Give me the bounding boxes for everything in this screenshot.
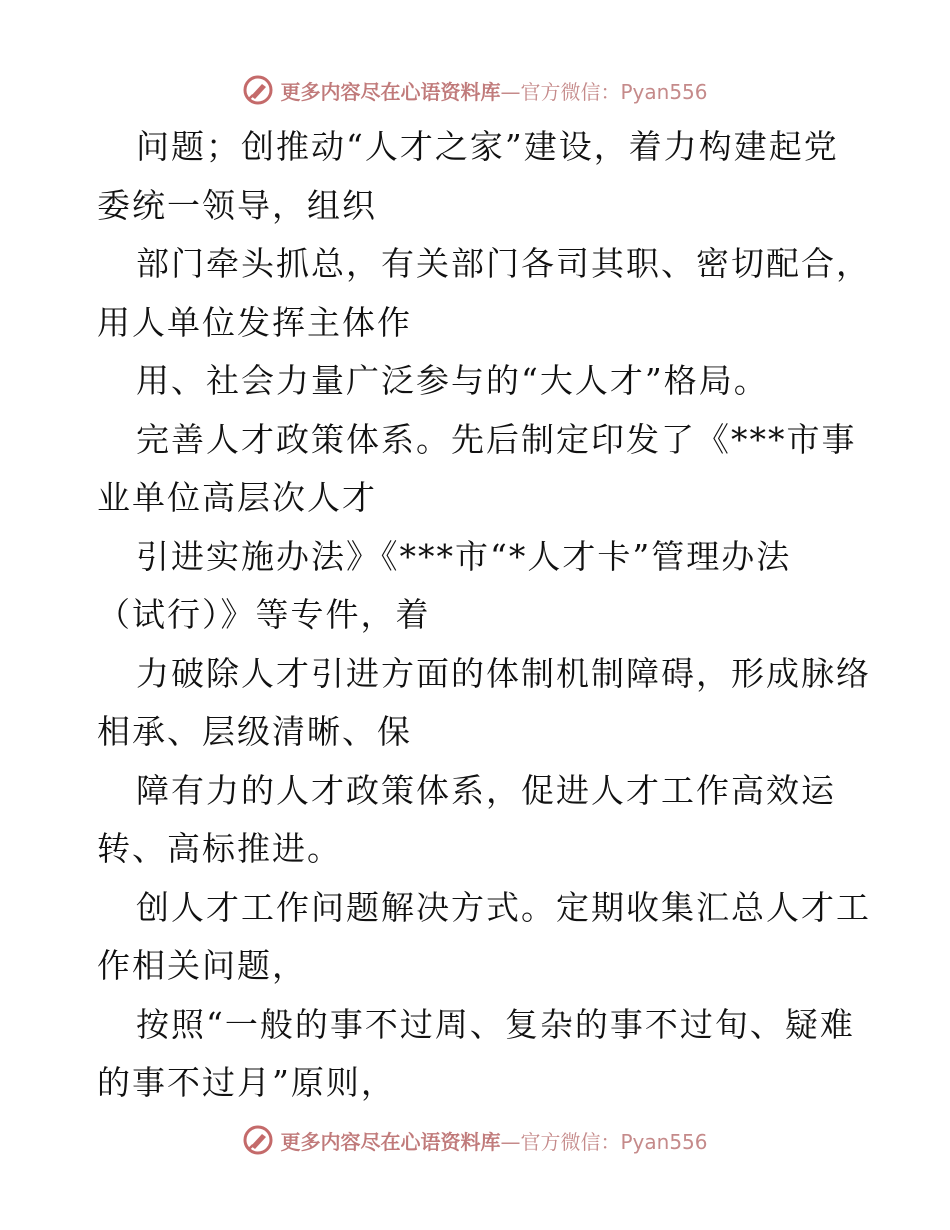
text-line: 用、社会力量广泛参与的“大人才”格局。 [136, 361, 769, 400]
text-line: 引进实施办法》《***市“*人才卡”管理办法 [136, 536, 792, 576]
logo-icon [242, 74, 274, 106]
header-watermark [0, 70, 950, 110]
wechat-id: Pyan556 [620, 1129, 708, 1154]
separator: — [500, 79, 521, 104]
watermark-text [280, 76, 707, 105]
document-body [97, 118, 871, 1113]
site-name: 更多内容尽在心语资料库 [280, 1129, 501, 1154]
text-line: 作相关问题， [97, 946, 307, 985]
text-line: 问题；创推动“人才之家”建设，着力构建起党 [136, 127, 839, 166]
text-line: 相承、层级清晰、保 [97, 712, 412, 751]
text-line: 业单位高层次人才 [97, 478, 377, 517]
wechat-label: 官方微信： [520, 79, 621, 104]
text-line: 委统一领导，组织 [97, 185, 377, 225]
wechat-label: 官方微信： [520, 1129, 621, 1154]
text-line: 障有力的人才政策体系，促进人才工作高效运 [136, 770, 836, 810]
site-name: 更多内容尽在心语资料库 [280, 79, 501, 104]
wechat-id: Pyan556 [620, 79, 708, 104]
watermark-text [280, 1126, 707, 1155]
text-line: 部门牵头抓总，有关部门各司其职、密切配合， [136, 244, 871, 283]
text-line: 的事不过月”原则， [97, 1063, 396, 1102]
text-line: 力破除人才引进方面的体制机制障碍，形成脉络 [136, 653, 871, 693]
text-line: 创人才工作问题解决方式。定期收集汇总人才工 [136, 887, 871, 927]
logo-icon [242, 1124, 274, 1156]
text-line: 按照“一般的事不过周、复杂的事不过旬、疑难 [136, 1004, 855, 1044]
separator: — [500, 1129, 521, 1154]
text-line: 完善人才政策体系。先后制定印发了《***市事 [136, 419, 857, 459]
text-line: 用人单位发挥主体作 [97, 302, 412, 342]
footer-watermark [0, 1120, 950, 1160]
text-line: 转、高标推进。 [97, 829, 342, 868]
text-line: （试行）》等专件，着 [97, 595, 431, 634]
